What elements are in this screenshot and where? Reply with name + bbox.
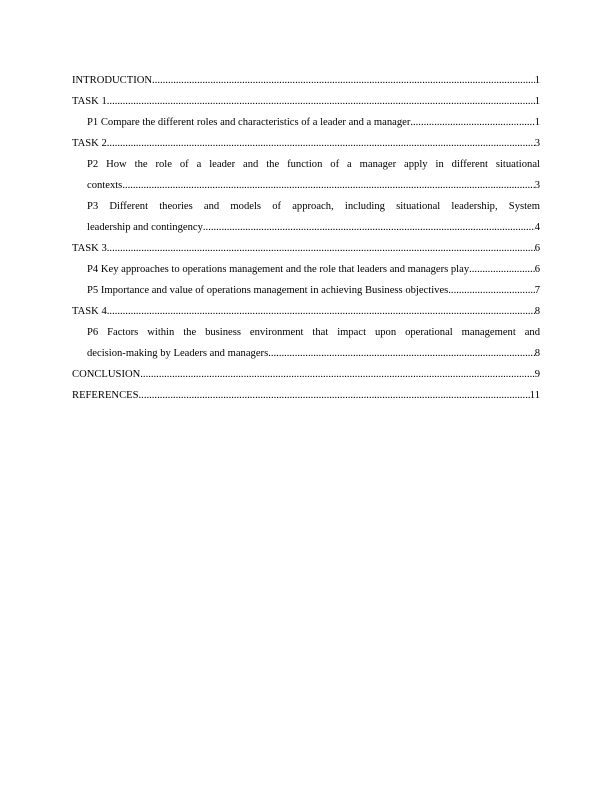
toc-entry-title: TASK 1 — [72, 96, 107, 107]
toc-entry-task-1[interactable] — [72, 91, 540, 112]
toc-entry-title-line: P3 Different theories and models of approach, including situational leadership, System — [87, 201, 540, 212]
toc-page-number: 11 — [529, 390, 540, 401]
toc-entry-task-4[interactable] — [72, 301, 540, 322]
toc-page-number: 8 — [534, 348, 540, 359]
dot-leader — [107, 91, 535, 112]
toc-page-number: 1 — [534, 75, 540, 86]
toc-entry-title: INTRODUCTION — [72, 75, 153, 86]
toc-entry-title: leadership and contingency — [87, 222, 203, 233]
toc-entry-p6[interactable] — [72, 322, 540, 364]
toc-page-number: 7 — [534, 285, 540, 296]
toc-entry-references[interactable] — [72, 385, 540, 406]
toc-entry-task-2[interactable] — [72, 133, 540, 154]
dot-leader — [469, 259, 535, 280]
toc-entry-p3[interactable] — [72, 196, 540, 238]
toc-entry-title: TASK 3 — [72, 243, 107, 254]
table-of-contents — [72, 70, 540, 406]
toc-entry-title: P1 Compare the different roles and characteristics of a leader and a manager — [87, 117, 411, 128]
dot-leader — [107, 238, 535, 259]
dot-leader — [152, 70, 535, 91]
dot-leader — [139, 385, 530, 406]
toc-page-number: 3 — [534, 138, 540, 149]
toc-entry-title: TASK 2 — [72, 138, 107, 149]
dot-leader — [268, 343, 534, 364]
dot-leader — [410, 112, 534, 133]
toc-entry-task-3[interactable] — [72, 238, 540, 259]
toc-page-number: 6 — [534, 264, 540, 275]
toc-page-number: 1 — [534, 96, 540, 107]
toc-entry-title: P4 Key approaches to operations management and the role that leaders and managers play — [87, 264, 470, 275]
toc-entry-p2[interactable] — [72, 154, 540, 196]
toc-entry-title: REFERENCES — [72, 390, 139, 401]
dot-leader — [122, 175, 534, 196]
toc-entry-conclusion[interactable] — [72, 364, 540, 385]
dot-leader — [140, 364, 534, 385]
toc-entry-introduction[interactable] — [72, 70, 540, 91]
toc-page-number: 4 — [534, 222, 540, 233]
dot-leader — [203, 217, 535, 238]
toc-entry-title: TASK 4 — [72, 306, 107, 317]
dot-leader — [107, 133, 535, 154]
toc-entry-title-line: P2 How the role of a leader and the function of a manager apply in different situational — [87, 159, 540, 170]
toc-entry-p4[interactable] — [72, 259, 540, 280]
toc-entry-title: P5 Importance and value of operations management in achieving Business objectives — [87, 285, 449, 296]
toc-page-number: 6 — [534, 243, 540, 254]
toc-entry-p1[interactable] — [72, 112, 540, 133]
dot-leader — [107, 301, 535, 322]
toc-entry-title: decision-making by Leaders and managers — [87, 348, 269, 359]
toc-page-number: 1 — [534, 117, 540, 128]
toc-entry-title-line: P6 Factors within the business environment that impact upon operational management and — [87, 327, 540, 338]
toc-page-number: 9 — [534, 369, 540, 380]
toc-entry-p5[interactable] — [72, 280, 540, 301]
toc-page-number: 3 — [534, 180, 540, 191]
toc-entry-title: CONCLUSION — [72, 369, 141, 380]
toc-page-number: 8 — [534, 306, 540, 317]
dot-leader — [448, 280, 534, 301]
toc-entry-title: contexts — [87, 180, 123, 191]
